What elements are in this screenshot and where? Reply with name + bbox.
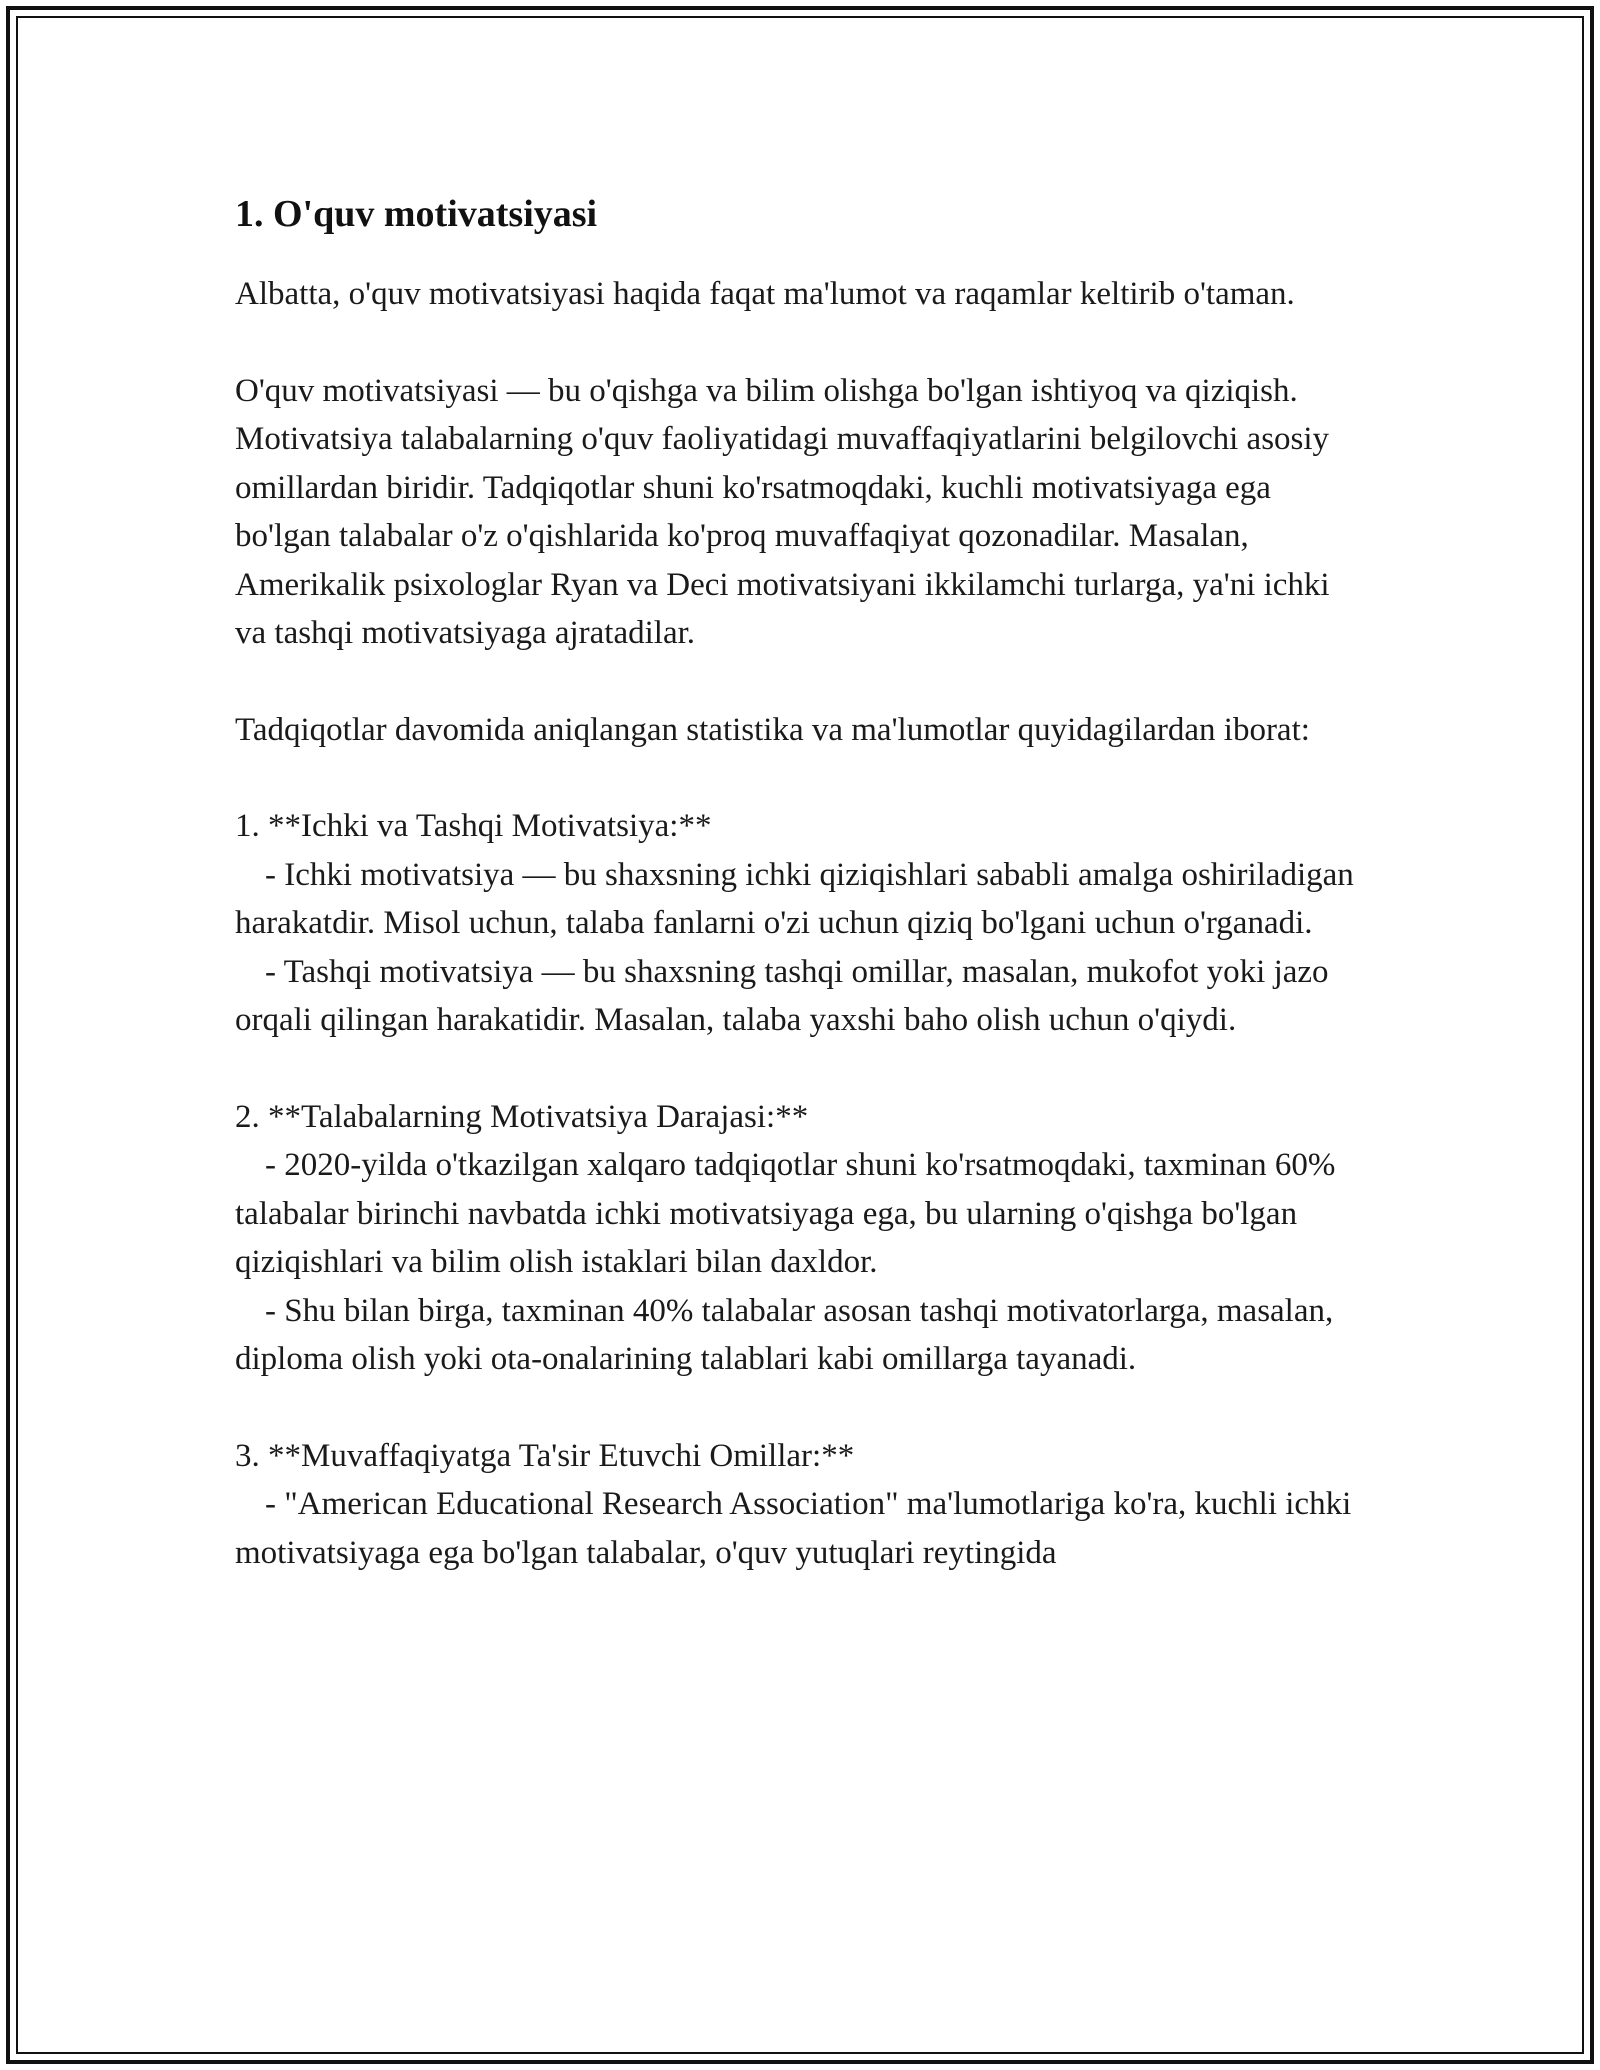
list-item-2 (235, 1093, 1365, 1384)
definition-paragraph: O'quv motivatsiyasi — bu o'qishga va bilim olishga bo'lgan ishtiyoq va qiziqish. Motivatsiya talabalarning o'quv faoliyatidagi muvaffaqiyatlarini belgilovchi asosiy omillardan biridir. Tadqiqotlar shuni ko'rsatmoqdaki, kuchli motivatsiyaga ega bo'lgan talabalar o'z o'qishlarida ko'proq muvaffaqiyat qozonadilar. Masalan, Amerikalik psixologlar Ryan va Deci motivatsiyani ikkilamchi turlarga, ya'ni ichki va tashqi motivatsiyaga ajratadilar. (235, 372, 1330, 651)
list-subitem: - Shu bilan birga, taxminan 40% talabalar asosan tashqi motivatorlarga, masalan, diploma olish yoki ota-onalarining talablari kabi omillarga tayanadi. (235, 1292, 1334, 1377)
list-subitem: - 2020-yilda o'tkazilgan xalqaro tadqiqotlar shuni ko'rsatmoqdaki, taxminan 60% talabalar birinchi navbatda ichki motivatsiyaga ega, bu ularning o'qishga bo'lgan qiziqishlari va bilim olish istaklari bilan daxldor. (235, 1147, 1336, 1280)
list-subitem: - Ichki motivatsiya — bu shaxsning ichki qiziqishlari sababli amalga oshiriladigan harakatdir. Misol uchun, talaba fanlarni o'zi uchun qiziq bo'lgani uchun o'rganadi. (235, 856, 1354, 941)
list-heading: 1. **Ichki va Tashqi Motivatsiya:** (235, 808, 712, 844)
document-body (235, 188, 1365, 1625)
list-item-1 (235, 802, 1365, 1045)
section-title: 1. O'quv motivatsiyasi (235, 193, 598, 235)
list-heading: 3. **Muvaffaqiyatga Ta'sir Etuvchi Omillar:** (235, 1437, 855, 1474)
list-subitem: - Tashqi motivatsiya — bu shaxsning tashqi omillar, masalan, mukofot yoki jazo orqali qilingan harakatidir. Masalan, talaba yaxshi baho olish uchun o'qiydi. (235, 953, 1329, 1038)
list-item-3 (235, 1432, 1365, 1578)
list-heading: 2. **Talabalarning Motivatsiya Darajasi:** (235, 1098, 809, 1135)
statistics-intro-paragraph: Tadqiqotlar davomida aniqlangan statistika va ma'lumotlar quyidagilardan iborat: (235, 711, 1310, 748)
list-subitem: - "American Educational Research Association" ma'lumotlariga ko'ra, kuchli ichki motivatsiyaga ega bo'lgan talabalar, o'quv yutuqlari reytingida (235, 1486, 1352, 1571)
intro-paragraph: Albatta, o'quv motivatsiyasi haqida faqat ma'lumot va raqamlar keltirib o'taman. (235, 276, 1295, 312)
